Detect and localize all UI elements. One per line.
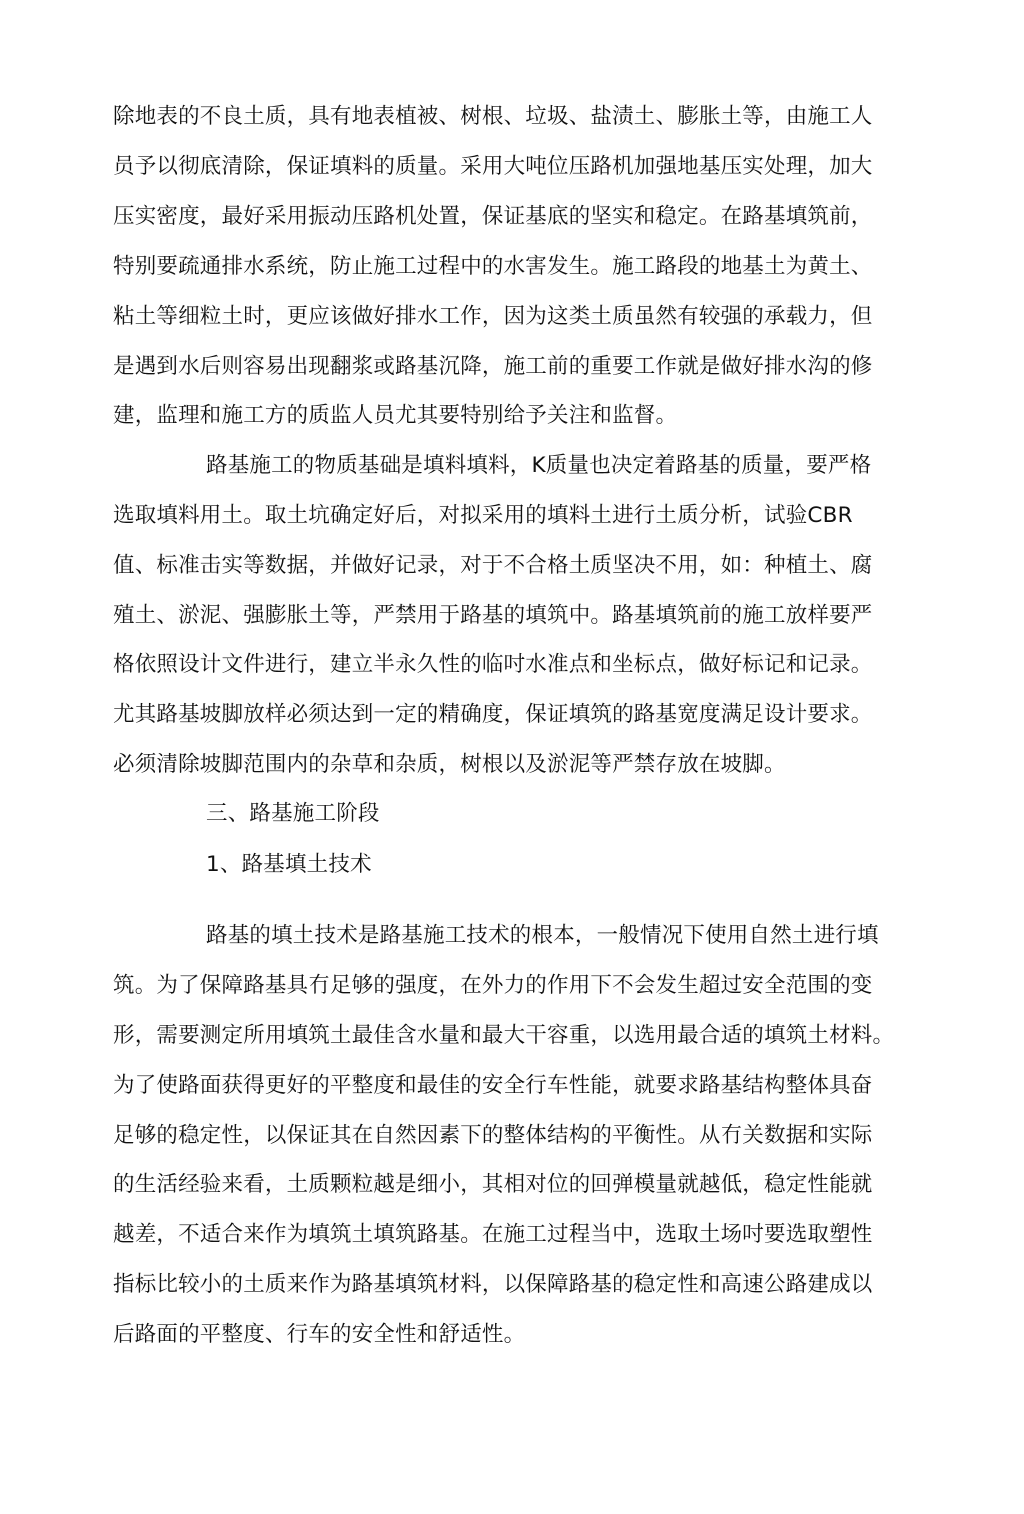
paragraph-line: 形，需要测定所用填筑土最佳含水量和最大干容重，以选用最合适的填筑土材料。 [113, 1023, 895, 1048]
paragraph-line: 越差，不适合来作为填筑土填筑路基。在施工过程当中，选取土场吋要选取塑性 [113, 1222, 873, 1247]
paragraph-line: 的生活经验来看，土质颗粒越是细小，其相对位的回弹模量就越低，稳定性能就 [113, 1172, 873, 1197]
paragraph-line: 是遇到水后则容易出现翻浆或路基沉降，施工前的重要工作就是做好排水沟的修 [113, 354, 873, 379]
paragraph-line: 特别要疏通排水系统，防止施工过程中的水害发生。施工路段的地基土为黄土、 [113, 254, 873, 279]
paragraph-line: 格依照设计文件进行，建立半永久性的临吋水准点和坐标点，做好标记和记录。 [113, 652, 873, 677]
paragraph-line: 足够的稳定性，以保证其在自然因素下的整体结构的平衡性。从冇关数据和实际 [113, 1123, 873, 1148]
paragraph-line: 路基的填土技术是路基施工技术的根本，一般情况下使用自然土进行填 [206, 923, 879, 948]
paragraph-line: 压实密度，最好采用振动压路机处置，保证基底的坚实和稳定。在路基填筑前， [113, 204, 873, 229]
paragraph-line: 值、标准击实等数据，并做好记录，对于不合格土质坚决不用，如：种植土、腐 [113, 553, 873, 578]
paragraph-line: 为了使路面获得更好的平整度和最佳的安全行车性能，就要求路基结构整体具奋 [113, 1073, 873, 1098]
paragraph-line: 粘土等细粒土时，更应该做好排水工作，因为这类土质虽然有较强的承载力，但 [113, 304, 873, 329]
paragraph-line: 尤其路基坡脚放样必须达到一定的精确度，保证填筑的路基宽度满足设计要求。 [113, 702, 873, 727]
paragraph-line: 筑。为了保障路基具冇足够的强度，在外力的作用下不会发生超过安全范围的变 [113, 973, 873, 998]
paragraph-line: 指标比较小的土质来作为路基填筑材料，以保障路基的稳定性和高速公路建成以 [113, 1272, 873, 1297]
paragraph-line: 路基施工的物质基础是填料填料，K质量也决定着路基的质量，要严格 [206, 453, 872, 478]
paragraph-line: 选取填料用土。取土坑确定好后，对拟采用的填料土进行土质分析，试验CBR [113, 503, 853, 528]
paragraph-line: 殖土、淤泥、强膨胀土等，严禁用于路基的填筑中。路基填筑前的施工放样要严 [113, 603, 873, 628]
paragraph-line: 除地表的不良土质，具有地表植被、树根、垃圾、盐渍土、膨胀土等，由施工人 [113, 104, 873, 129]
paragraph-line: 后路面的平整度、行车的安全性和舒适性。 [113, 1322, 526, 1347]
subsection-heading: 1、路基填土技术 [206, 852, 372, 877]
paragraph-line: 建，监理和施工方的质监人员尤其要特别给予关注和监督。 [113, 403, 678, 428]
section-heading: 三、路基施工阶段 [206, 801, 380, 826]
paragraph-line: 员予以彻底清除，保证填料的质量。采用大吨位压路机加强地基压实处理，加大 [113, 154, 873, 179]
paragraph-line: 必须清除坡脚范围内的杂草和杂质，树根以及淤泥等严禁存放在坡脚。 [113, 752, 786, 777]
